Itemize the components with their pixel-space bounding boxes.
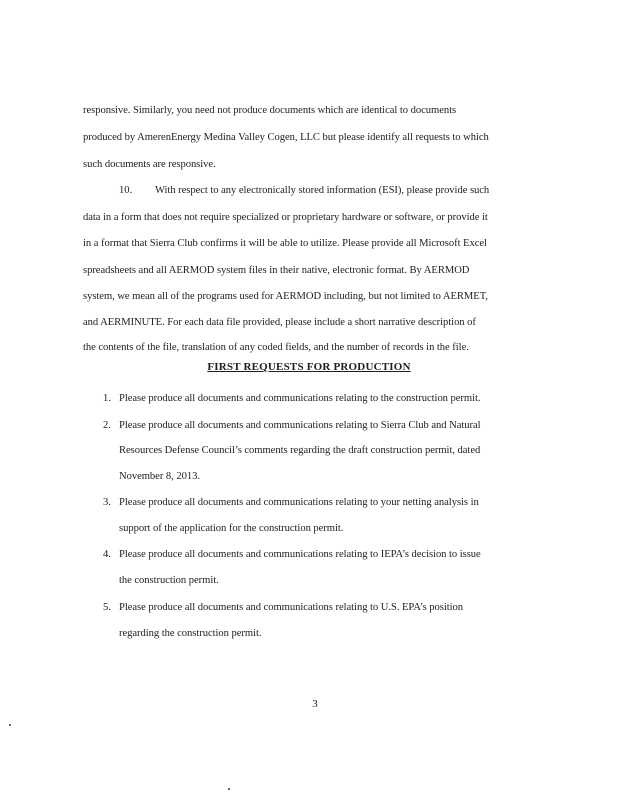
scan-speck [228,788,230,790]
request-5-line-2: regarding the construction permit. [119,628,262,639]
paragraph-10-line-1: With respect to any electronically stored information (ESI), please provide such [155,185,490,196]
request-1-number: 1. [103,393,111,404]
paragraph-10-line-5: system, we mean all of the programs used for AERMOD including, but not limited to AERMET, [83,291,488,302]
scan-speck [9,724,11,726]
paragraph-9-line-1: responsive. Similarly, you need not produce documents which are identical to documents [83,105,457,116]
request-2-line-3: November 8, 2013. [119,471,200,482]
request-2-line-1: Please produce all documents and communications relating to Sierra Club and Natural [119,420,481,431]
request-1-line-1: Please produce all documents and communications relating to the construction permit. [119,393,481,404]
page-number: 3 [312,698,318,710]
request-4-line-2: the construction permit. [119,575,219,586]
request-2-line-2: Resources Defense Council’s comments regarding the draft construction permit, dated [119,445,481,456]
paragraph-10-line-7: the contents of the file, translation of any coded fields, and the number of records in the file. [83,342,469,353]
paragraph-10-line-6: and AERMINUTE. For each data file provided, please include a short narrative description of [83,317,476,328]
request-4-number: 4. [103,549,111,560]
section-heading: FIRST REQUESTS FOR PRODUCTION [207,361,411,373]
paragraph-10-line-2: data in a form that does not require specialized or proprietary hardware or software, or provide it [83,212,488,223]
request-3-number: 3. [103,497,111,508]
paragraph-9-line-2: produced by AmerenEnergy Medina Valley Cogen, LLC but please identify all requests to which [83,132,489,143]
paragraph-10-line-3: in a format that Sierra Club confirms it will be able to utilize. Please provide all Microsoft Excel [83,238,487,249]
paragraph-10-line-4: spreadsheets and all AERMOD system files in their native, electronic format. By AERMOD [83,265,470,276]
request-3-line-1: Please produce all documents and communications relating to your netting analysis in [119,497,479,508]
request-5-line-1: Please produce all documents and communications relating to U.S. EPA’s position [119,602,464,613]
request-3-line-2: support of the application for the construction permit. [119,523,344,534]
request-4-line-1: Please produce all documents and communications relating to IEPA’s decision to issue [119,549,481,560]
request-5-number: 5. [103,602,111,613]
paragraph-9-line-3: such documents are responsive. [83,159,216,170]
request-2-number: 2. [103,420,111,431]
paragraph-10-number: 10. [119,185,133,196]
